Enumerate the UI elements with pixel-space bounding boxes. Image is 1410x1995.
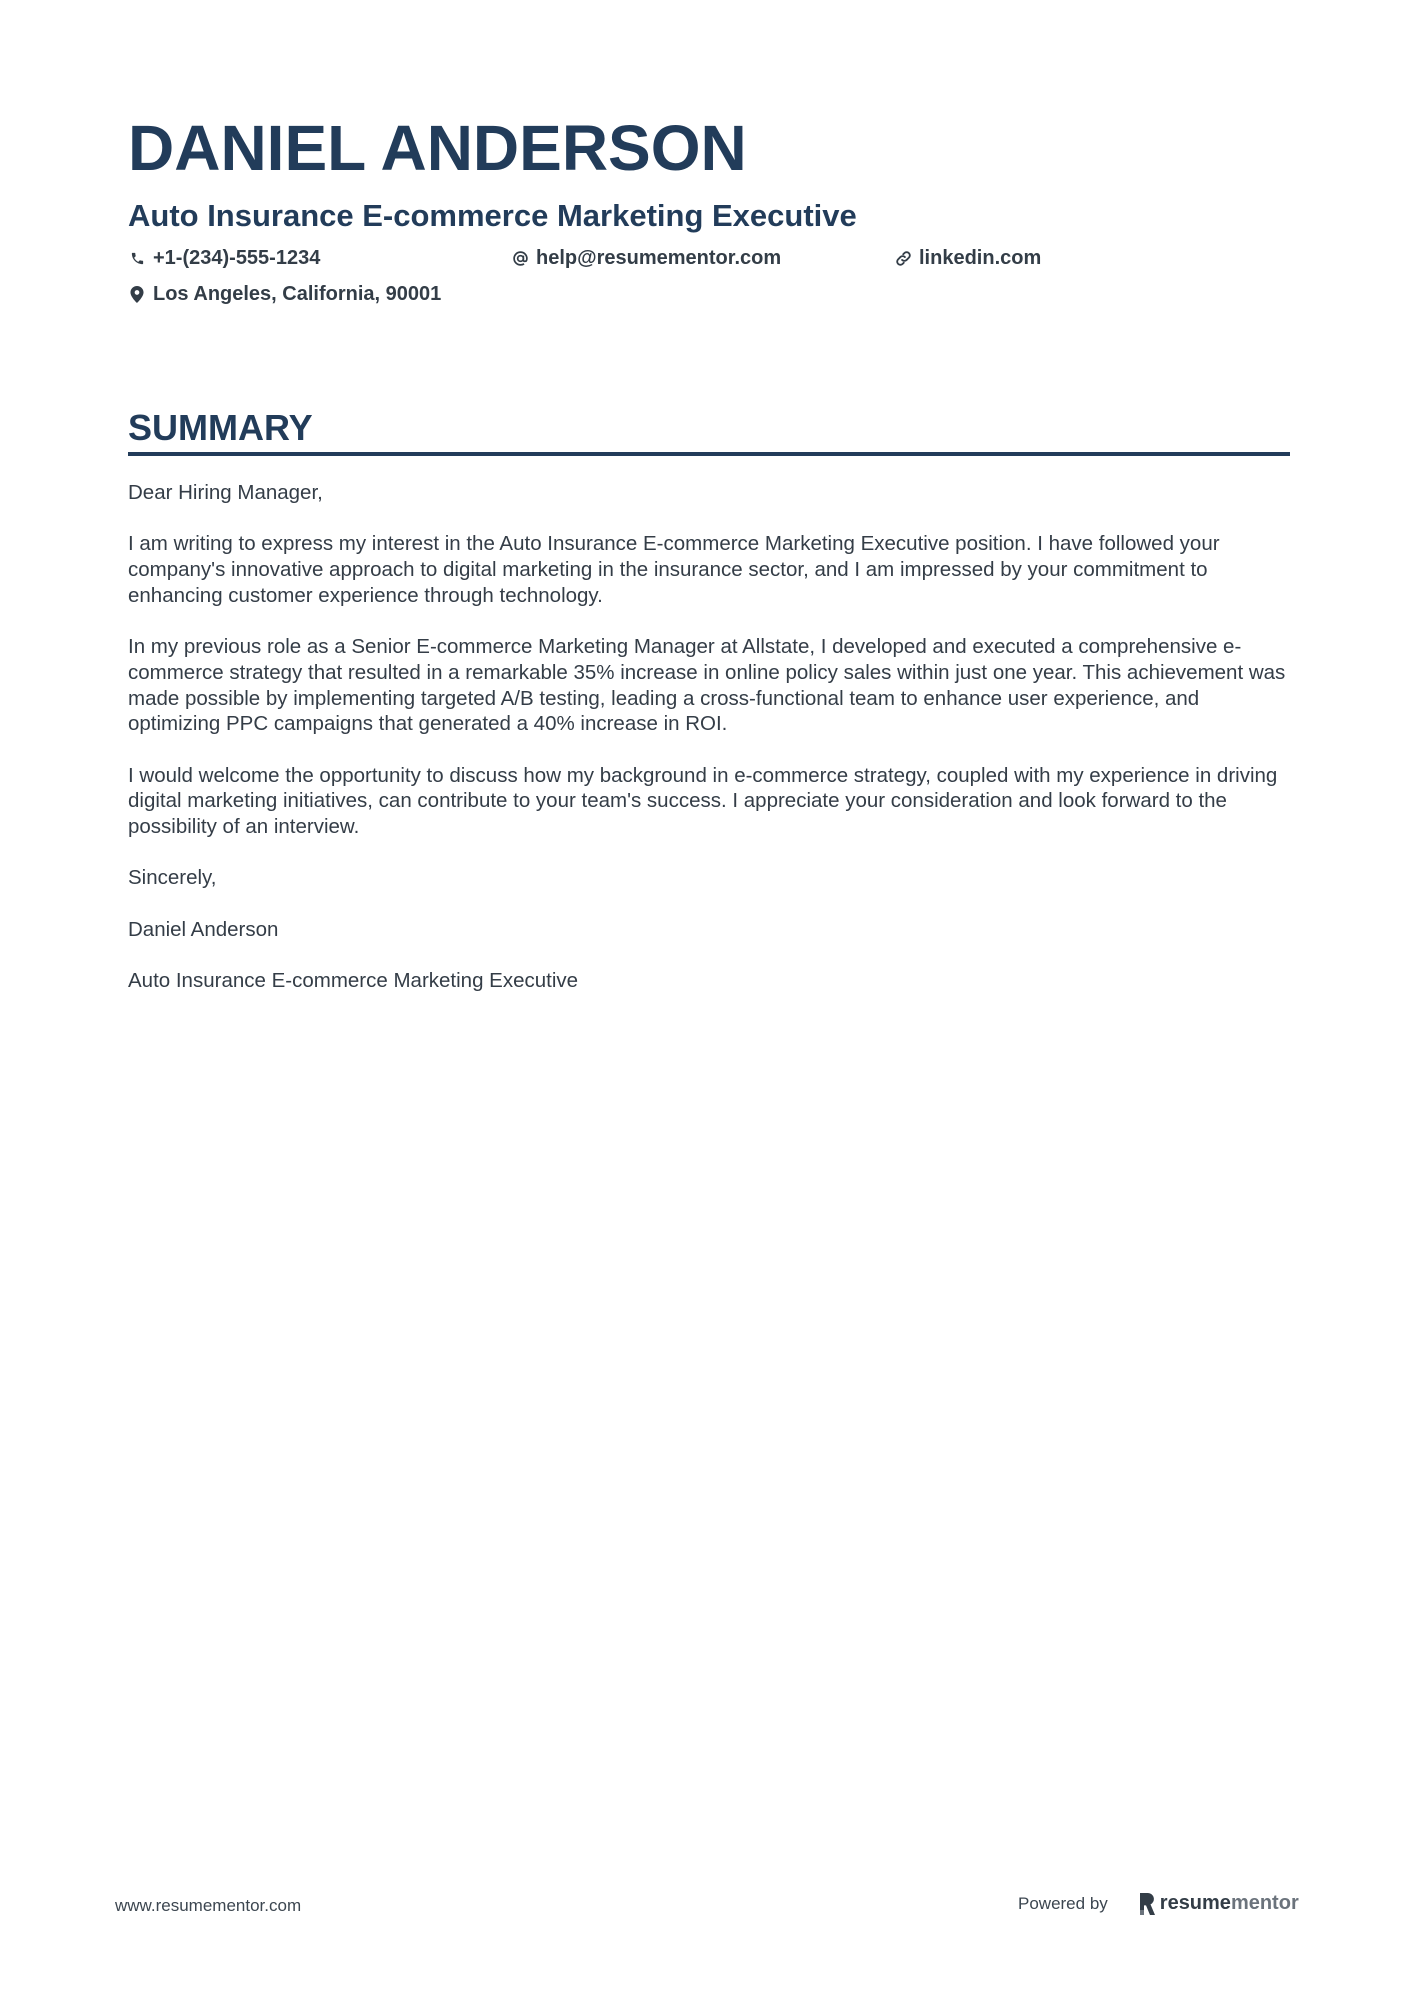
- job-title: Auto Insurance E-commerce Marketing Executive: [128, 198, 857, 233]
- phone-text: +1-(234)-555-1234: [153, 247, 321, 269]
- contact-linkedin[interactable]: [894, 244, 1041, 272]
- footer-website[interactable]: www.resumementor.com: [115, 1896, 302, 1915]
- linkedin-text: linkedin.com: [919, 247, 1042, 269]
- brand-name-light: mentor: [1230, 1892, 1299, 1914]
- location-text: Los Angeles, California, 90001: [153, 283, 442, 305]
- contact-phone[interactable]: [128, 244, 320, 272]
- signature-name: Daniel Anderson: [128, 917, 279, 941]
- phone-icon: [128, 249, 146, 267]
- contact-location: [128, 280, 441, 308]
- resume-page: [128, 108, 1290, 1020]
- cover-letter-body: [128, 480, 1290, 994]
- brand-name-bold: resume: [1159, 1892, 1231, 1914]
- letter-greeting: Dear Hiring Manager,: [128, 481, 323, 504]
- signature-title: Auto Insurance E-commerce Marketing Executive: [128, 969, 579, 993]
- candidate-name: DANIEL ANDERSON: [128, 112, 747, 184]
- letter-paragraph-2: In my previous role as a Senior E-commerce Marketing Manager at Allstate, I developed and executed a comprehensive e-commerce strategy that resulted in a remarkable 35% increase in online policy sales within just one year. This achievement was made possible by implementing targeted A/B testing, leading a cross-functional team to enhance user experience, and optimizing PPC campaigns that generated a 40% increase in ROI.: [128, 635, 1286, 736]
- email-text: help@resumementor.com: [536, 247, 782, 269]
- section-title-summary: SUMMARY: [128, 407, 313, 448]
- brand-logo[interactable]: [1138, 1892, 1299, 1915]
- location-pin-icon: [128, 285, 146, 303]
- at-icon: [511, 249, 529, 267]
- powered-by-label: Powered by: [1018, 1893, 1108, 1913]
- footer-branding: [1018, 1892, 1299, 1915]
- contact-info: [128, 244, 1290, 320]
- link-icon: [894, 249, 912, 267]
- brand-mark-icon: [1138, 1893, 1156, 1915]
- contact-email[interactable]: [511, 244, 781, 272]
- letter-closing: Sincerely,: [128, 866, 217, 890]
- letter-paragraph-3: I would welcome the opportunity to discuss how my background in e-commerce strategy, coupled with my experience in driving digital marketing initiatives, can contribute to your team's success. I appreciate your consideration and look forward to the possibility of an interview.: [128, 763, 1278, 839]
- letter-paragraph-1: I am writing to express my interest in the Auto Insurance E-commerce Marketing Executive position. I have followed your company's innovative approach to digital marketing in the insurance sector, and I am impressed by your commitment to enhancing customer experience through technology.: [128, 532, 1220, 607]
- section-divider: [128, 452, 1290, 456]
